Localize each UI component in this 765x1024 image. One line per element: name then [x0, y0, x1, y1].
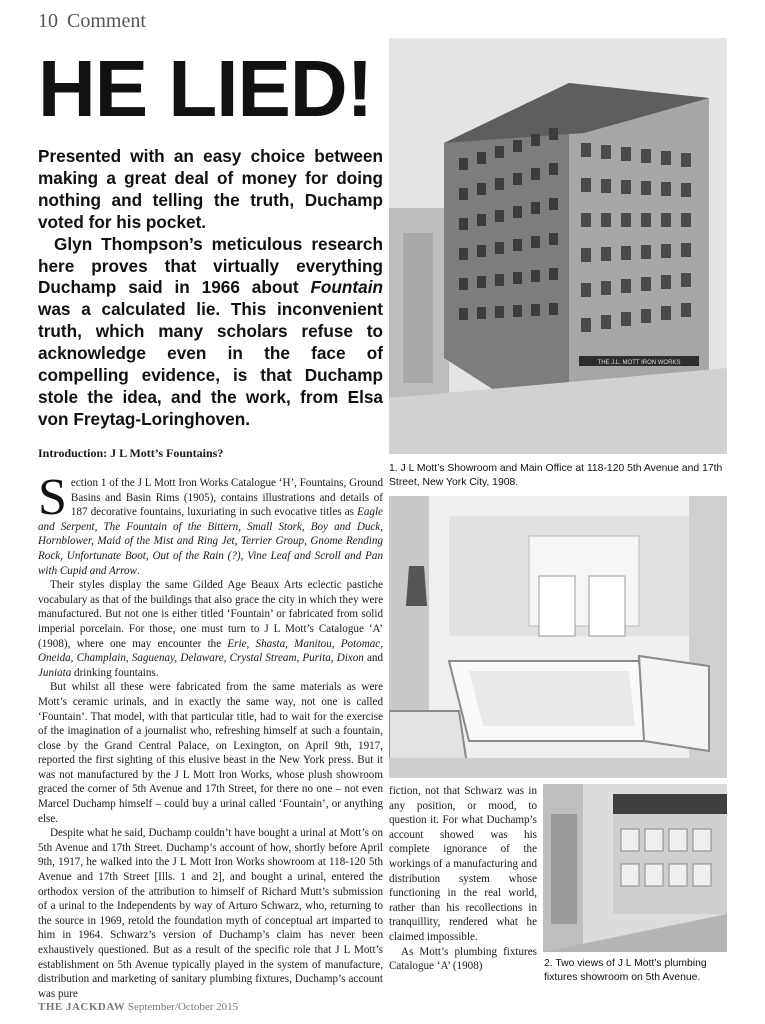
- building-photo: [389, 38, 727, 454]
- figure-1-caption: 1. J L Mott’s Showroom and Main Office at 118-120 5th Avenue and 17th Street, New York City, 1908.: [389, 463, 723, 488]
- body-para-3: But whilst all these were fabricated from the same materials as were Mott’s ceramic urinals, and in exactly the same way, not one is called ‘Fountain’. That model, with that particular title, had to wait for the exercise of the imagination of a journalist who, refreshing himself at such a fountain, close by the Grand Central Palace, on Lexington, on April 9th, 1917, reported the first sighting of this elusive beast in the New York press. But it was not manufactured by the J L Mott Iron Works, whose plush showroom graced the corner of 5th Avenue and 17th Street, for there no one – not even Marcel Duchamp himself – could buy a urinal called ‘Fountain’, or anything else.: [38, 681, 383, 825]
- issue-date: September/October 2015: [127, 1001, 239, 1013]
- body-para-1: [38, 469, 383, 578]
- side-para-2: As Mott’s plumbing fixtures Catalogue ‘A’ (1908): [389, 945, 537, 973]
- side-column: [389, 784, 537, 974]
- page-number: 10: [38, 10, 58, 32]
- body-para-2: Their styles display the same Gilded Age Beaux Arts eclectic pastiche vocabulary as that of the buildings that also grace the city in which they were manufactured. But not one is either titled ‘Fountain’ or fabricated from solid imperial porcelain. For those, one must turn to J L Mott’s Catalogue ‘A’ (1908), where one may encounter the Erie, Shasta, Manitou, Potomac, Oneida, Champlain, Saguenay, Delaware, Crystal Stream, Purita, Dixon and Juniata drinking fountains.: [38, 579, 384, 679]
- body-para-1-text: ection 1 of the J L Mott Iron Works Catalogue ‘H’, Fountains, Ground Basins and Basin Rims (1905), contains illustrations and details of 187 decorative fountains, luxuriating in such evocative titles as Eagle and Serpent, The Fountain of the Bittern, Small Stork, Boy and Duck, Hornblower, Maid of the Mist and Ring Jet, Terrier Group, Gnome Rending Rock, Unfortunate Boot, Out of the Rain (?), Vine Leaf and Scroll and Pan with Cupid and Arrow.: [38, 477, 383, 577]
- figure-2-caption: 2. Two views of J L Mott’s plumbing fixtures showroom on 5th Avenue.: [544, 958, 707, 983]
- main-column: [38, 469, 384, 1001]
- page-footer: [38, 1001, 238, 1013]
- side-para-1: fiction, not that Schwarz was in any position, or mood, to question it. For what Duchamp’s account showed was his complete ignorance of the workings of a manufacturing and distribution system whose functioning in the real world, rather than his recollections in tranquillity, rendered what he claimed impossible.: [389, 785, 537, 943]
- headline: HE LIED!: [38, 44, 373, 133]
- showroom-photo: [389, 496, 727, 778]
- standfirst: [38, 146, 383, 431]
- standfirst-para-1: Presented with an easy choice between making a great deal of money for doing nothing and telling the truth, Duchamp voted for his pocket.: [38, 146, 383, 232]
- standfirst-para-2: Glyn Thompson’s meticulous research here proves that virtually everything Duchamp said in 1966 about Fountain was a calculated lie. This inconvenient truth, which many scholars refuse to acknowledge even in the face of compelling evidence, is that Duchamp stole the idea, and the work, from Elsa von Freytag-Loringhoven.: [38, 233, 383, 429]
- section-heading: Introduction: J L Mott’s Fountains?: [38, 446, 224, 460]
- page-header: [38, 10, 146, 33]
- magazine-name: THE JACKDAW: [38, 1001, 126, 1013]
- section-label: Comment: [67, 10, 146, 32]
- body-para-4: Despite what he said, Duchamp couldn’t have bought a urinal at Mott’s on 5th Avenue and 17th Street. Duchamp’s account of how, shortly before April 9th, 1917, he walked into the J L Mott Iron Works showroom at 118-120 5th Avenue and 17th Street [Ills. 1 and 2], and bought a urinal, entered the orthodox version of the attribution to himself of Richard Mutt’s submission of a urinal to the Independents by way of Arturo Schwarz, who, returning to the source in 1969, retold the foundation myth of conceptual art imparted to him in 1964. Schwarz’s version of Duchamp’s claim has never been exhaustively questioned. But as a result of the specific role that J L Mott’s establishment on 5th Avenue typically played in the system of manufacture, distribution and marketing of sanitary plumbing fixtures, Duchamp’s account was pure: [38, 827, 383, 1000]
- drop-cap: S: [38, 469, 67, 526]
- showroom-interior-photo: [543, 784, 727, 952]
- building-sign-text: THE J.L. MOTT IRON WORKS: [597, 360, 681, 366]
